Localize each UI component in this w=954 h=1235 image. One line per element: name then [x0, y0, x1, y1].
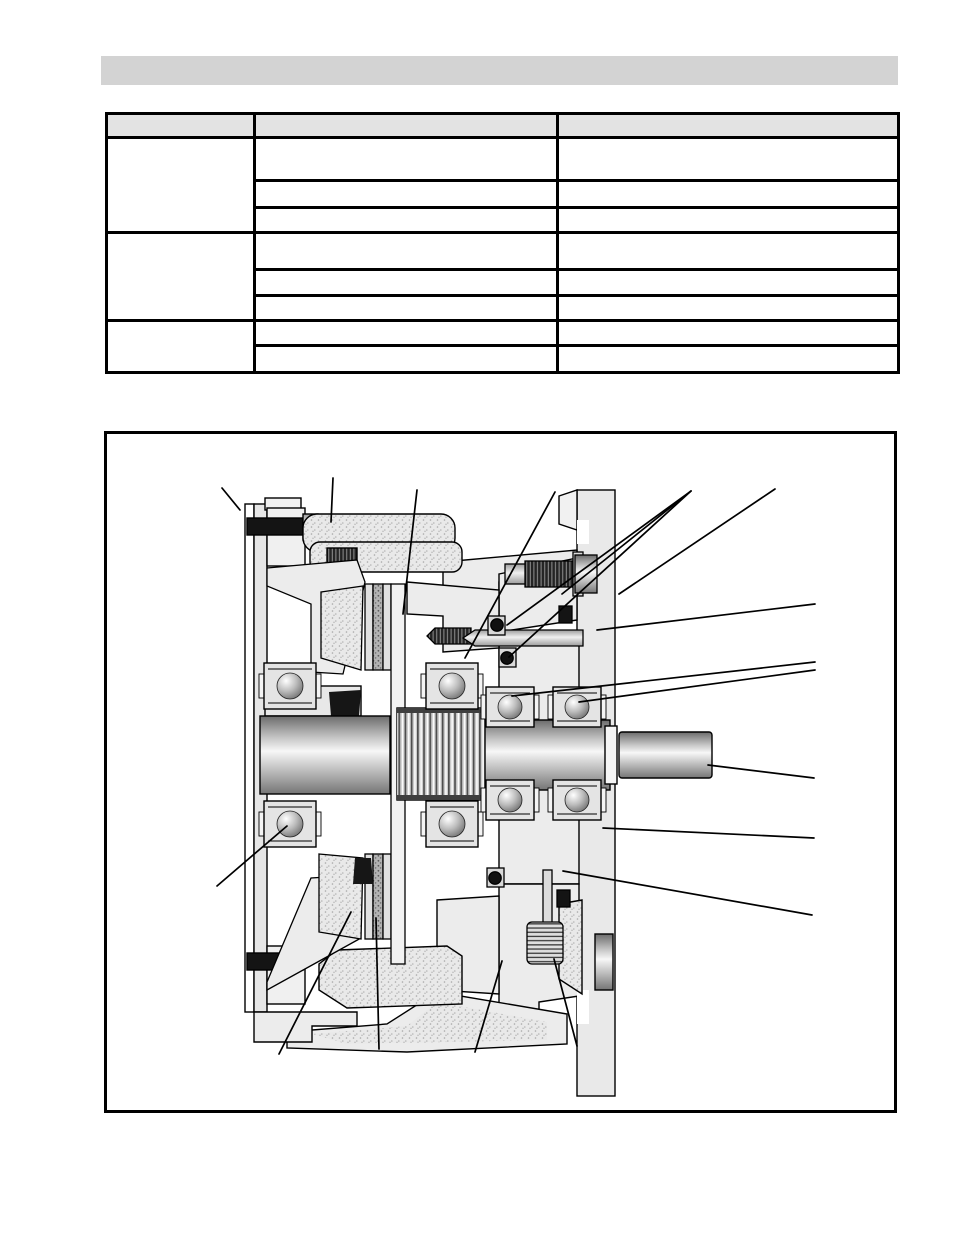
table-cell — [255, 208, 558, 233]
table-cell — [255, 138, 558, 181]
setscrew — [427, 628, 471, 644]
table-cell — [255, 346, 558, 373]
table-cell — [255, 181, 558, 208]
flywheel-face-plate — [245, 504, 254, 1012]
seal-block-bottom — [557, 890, 570, 907]
oring-2 — [501, 652, 513, 664]
spring-stem — [543, 870, 552, 924]
ball-bearing — [259, 663, 321, 709]
spline-cap-bottom — [397, 795, 485, 800]
table-header-cell-2 — [255, 114, 558, 138]
leader-line — [597, 604, 815, 630]
table-header-cell-3 — [558, 114, 899, 138]
seal-strip-top — [247, 518, 303, 535]
clutch-diagram — [107, 434, 894, 1110]
flange-window — [595, 934, 613, 990]
return-spring — [527, 922, 563, 964]
table-group-cell-3 — [107, 321, 255, 373]
ball-bearing — [548, 780, 606, 820]
leader-line — [222, 488, 240, 510]
table-cell — [558, 138, 899, 181]
input-hub-shaft — [260, 716, 390, 794]
flywheel-top-block — [267, 508, 305, 566]
hub-seal-lower — [353, 858, 373, 884]
table-cell — [255, 321, 558, 346]
ball-bearing — [481, 687, 539, 727]
oring-3 — [489, 872, 501, 884]
flange-notch-bottom — [577, 990, 589, 1024]
table-header-cell-1 — [107, 114, 255, 138]
table-cell — [558, 296, 899, 321]
flange-notch-top — [577, 520, 589, 544]
ball-bearing — [421, 663, 483, 709]
shaft-collar — [605, 726, 617, 784]
leader-line — [708, 765, 814, 778]
figure-frame — [104, 431, 897, 1113]
upper-disc-plate-r — [383, 584, 391, 670]
upper-disc-plate-l — [365, 584, 373, 670]
table-group-cell-2 — [107, 233, 255, 321]
bolt-threads — [525, 561, 575, 587]
section-header-bar — [101, 56, 898, 85]
table-cell — [255, 233, 558, 270]
hub-seal-upper — [329, 690, 361, 716]
table-cell — [255, 296, 558, 321]
ball-bearing — [421, 801, 483, 847]
ball-bearing — [548, 687, 606, 727]
spec-table — [105, 112, 900, 374]
table-cell — [255, 270, 558, 296]
table-cell — [558, 181, 899, 208]
table-cell — [558, 270, 899, 296]
spline-ridges — [397, 708, 485, 800]
spec-table-container — [105, 112, 900, 374]
table-cell — [558, 208, 899, 233]
ball-bearing — [481, 780, 539, 820]
bolt-shank — [505, 564, 527, 584]
lower-friction-disc — [373, 854, 383, 939]
ball-bearing — [259, 801, 321, 847]
table-cell — [558, 233, 899, 270]
leader-line — [619, 489, 775, 594]
output-shaft-end — [619, 732, 712, 778]
lower-disc-plate-r — [383, 854, 391, 939]
table-cell — [558, 321, 899, 346]
table-cell — [558, 346, 899, 373]
oring-1 — [491, 619, 503, 631]
leader-line — [603, 828, 814, 838]
upper-friction-disc — [373, 584, 383, 670]
upper-clutch-pad — [321, 586, 363, 670]
table-group-cell-1 — [107, 138, 255, 233]
flange-top-tab — [559, 490, 577, 530]
